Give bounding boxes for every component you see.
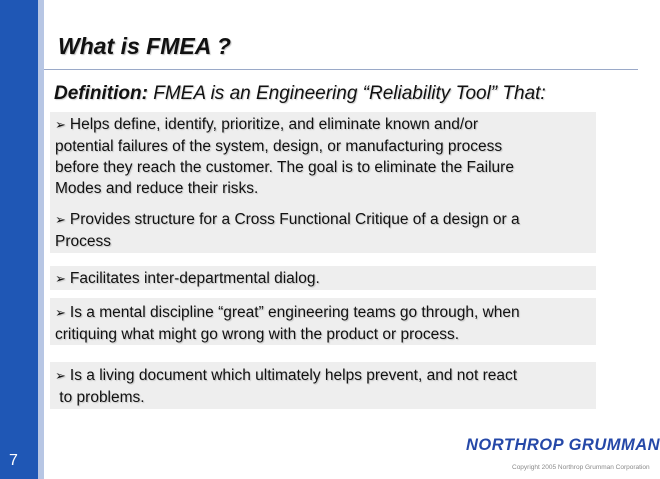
definition-label: Definition: (54, 83, 148, 104)
bullet-item: ➢ Facilitates inter-departmental dialog. (55, 270, 320, 287)
bullet-item: ➢ Provides structure for a Cross Functional Critique of a design or a Process (55, 211, 520, 250)
left-accent-bar (0, 0, 38, 479)
left-accent-stripe (38, 0, 44, 479)
bullet-item: ➢ Is a mental discipline “great” engineering teams go through, when critiquing what might go wrong with the product or process. (55, 304, 520, 343)
arrow-bullet-icon: ➢ (55, 272, 66, 287)
arrow-bullet-icon: ➢ (55, 369, 66, 384)
slide-title: What is FMEA ? (58, 33, 231, 59)
title-divider (44, 69, 638, 70)
northrop-grumman-logo: NORTHROP GRUMMAN (466, 436, 660, 454)
definition-text: FMEA is an Engineering “Reliability Tool” That: (147, 83, 546, 104)
arrow-bullet-icon: ➢ (55, 213, 66, 228)
arrow-bullet-icon: ➢ (55, 118, 66, 133)
bullet-item: ➢ Is a living document which ultimately helps prevent, and not react to problems. (55, 367, 518, 406)
bullet-item: ➢ Helps define, identify, prioritize, and eliminate known and/or potential failures of the system, design, or manufacturing process before they reach the customer. The goal is to eliminate the Failure Modes and reduce their risks. (55, 116, 514, 197)
definition-line (54, 83, 546, 105)
arrow-bullet-icon: ➢ (55, 306, 66, 321)
page-number: 7 (9, 452, 18, 469)
copyright-notice: Copyright 2005 Northrop Grumman Corporation (512, 464, 650, 471)
